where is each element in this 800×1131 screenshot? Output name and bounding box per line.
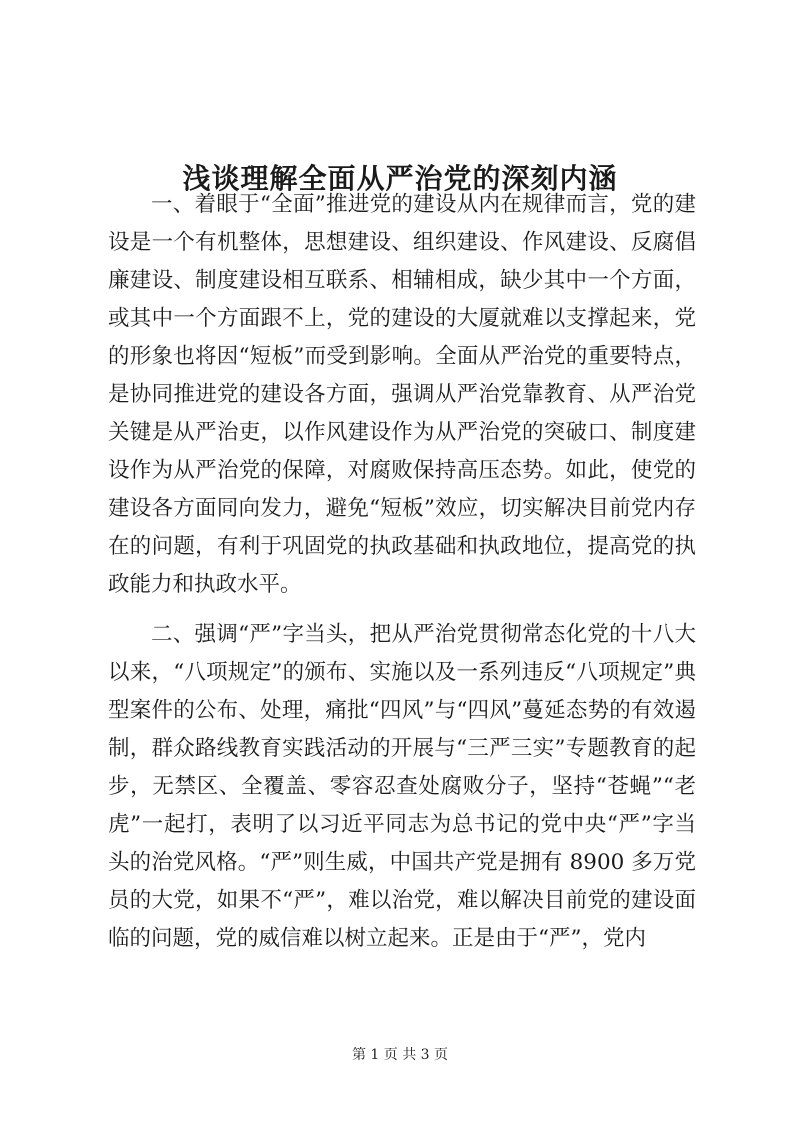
page-footer: 第 1 页 共 3 页 <box>351 1047 449 1063</box>
page-title: 浅谈理解全面从严治党的深刻内涵 <box>182 161 618 195</box>
document-body <box>108 186 696 958</box>
paragraph-1: 一、着眼于“全面”推进党的建设从内在规律而言，党的建设是一个有机整体，思想建设、组织建设、作风建设、反腐倡廉建设、制度建设相互联系、相辅相成，缺少其中一个方面，或其中一个方面跟不上，党的建设的大厦就难以支撑起来，党的形象也将因“短板”而受到影响。全面从严治党的重要特点，是协同推进党的建设各方面，强调从严治党靠教育、从严治党关键是从严治吏，以作风建设作为从严治党的突破口、制度建设作为从严治党的保障，对腐败保持高压态势。如此，使党的建设各方面同向发力，避免“短板”效应，切实解决目前党内存在的问题，有利于巩固党的执政基础和执政地位，提高党的执政能力和执政水平。 <box>108 192 696 597</box>
paragraph-2: 二、强调“严”字当头，把从严治党贯彻常态化党的十八大以来，“八项规定”的颁布、实施以及一系列违反“八项规定”典型案件的公布、处理，痛批“四风”与“四风”蔓延态势的有效遏制，群众路线教育实践活动的开展与“三严三实”专题教育的起步，无禁区、全覆盖、零容忍查处腐败分子，坚持“苍蝇”“老虎”一起打，表明了以习近平同志为总书记的党中央“严”字当头的治党风格。“严”则生威，中国共产党是拥有 8900 多万党员的大党，如果不“严”，难以治党，难以解决目前党的建设面临的问题，党的威信难以树立起来。正是由于“严”，党内 <box>108 622 696 951</box>
